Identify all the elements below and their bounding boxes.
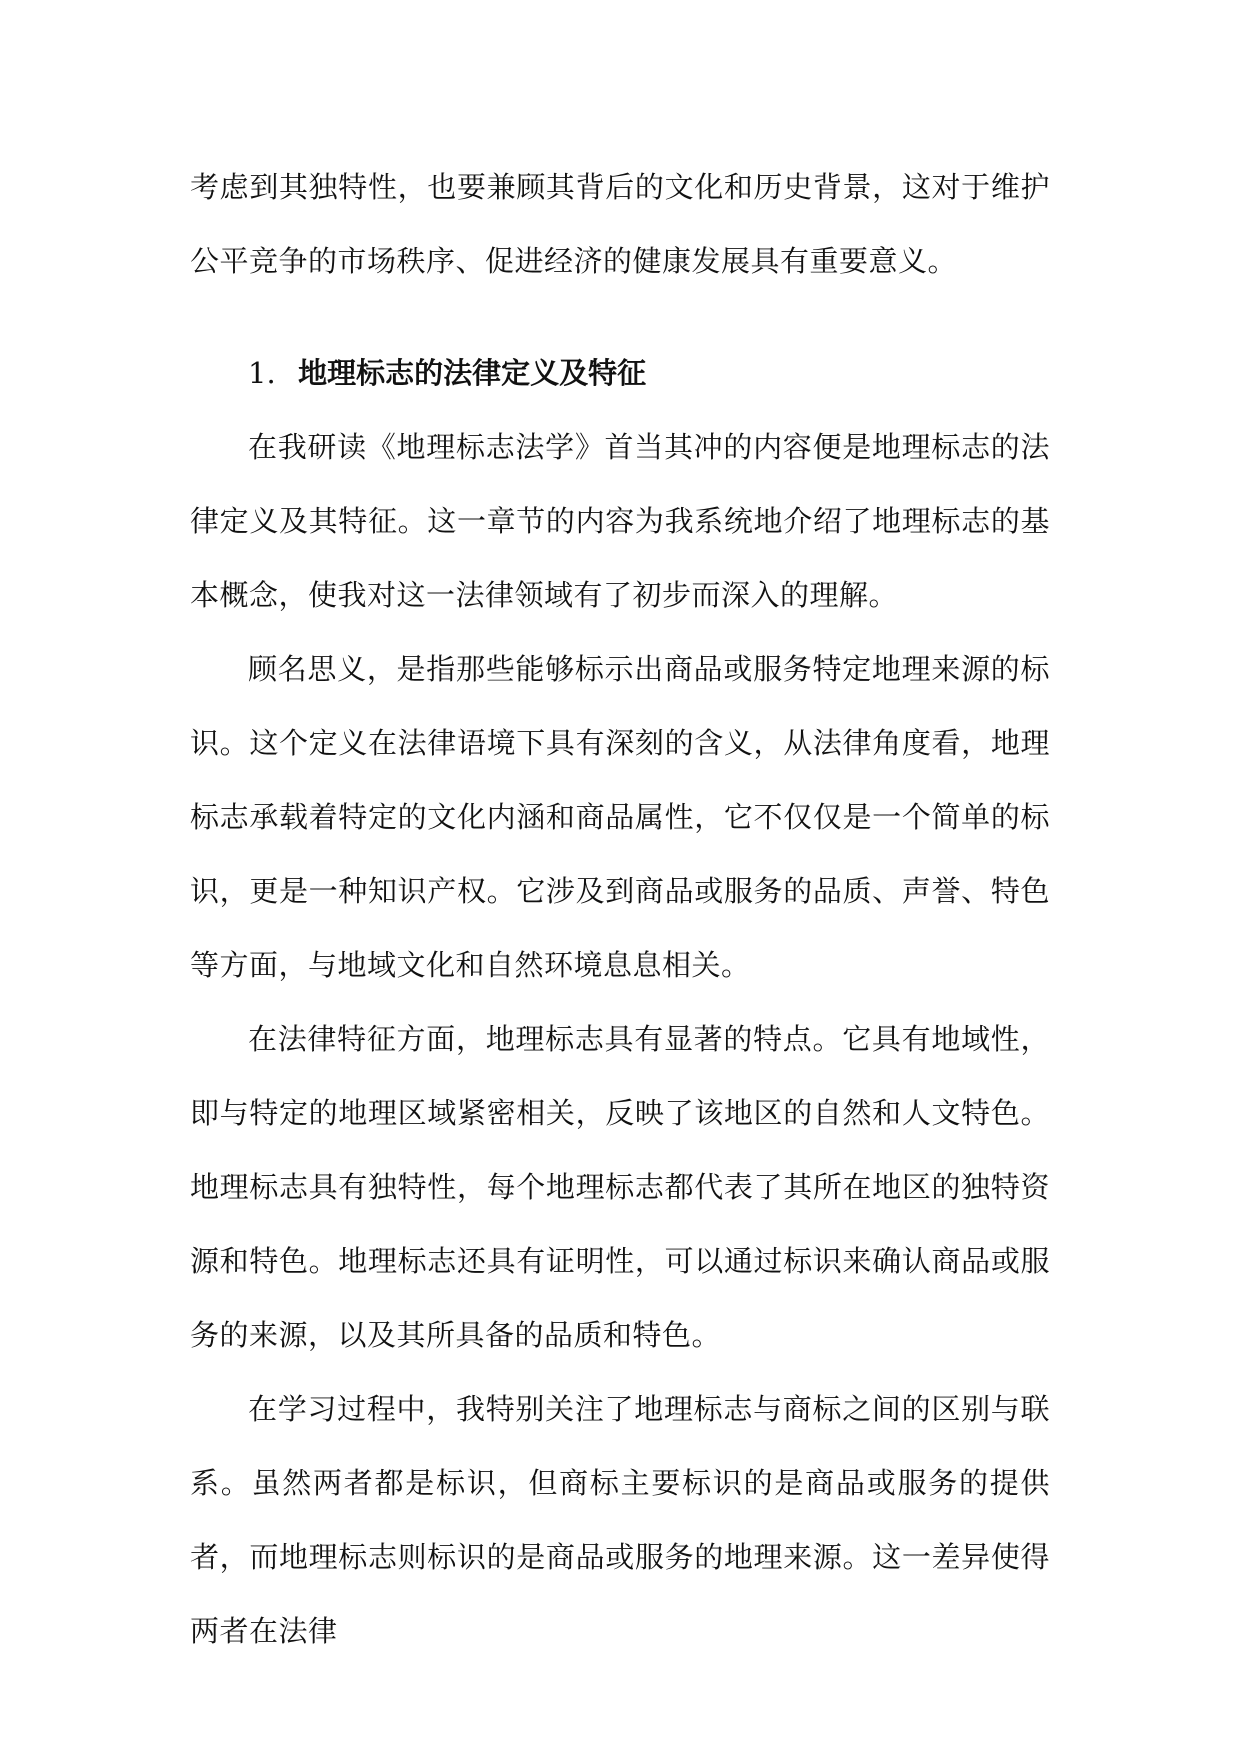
body-paragraph: 在法律特征方面，地理标志具有显著的特点。它具有地域性，即与特定的地理区域紧密相关，反映了该地区的自然和人文特色。地理标志具有独特性，每个地理标志都代表了其所在地区的独特资源和特色。地理标志还具有证明性，可以通过标识来确认商品或服务的来源，以及其所具备的品质和特色。 xyxy=(190,1022,1050,1352)
intro-paragraph: 考虑到其独特性，也要兼顾其背后的文化和历史背景，这对于维护公平竞争的市场秩序、促进经济的健康发展具有重要意义。 xyxy=(190,170,1050,278)
section-heading xyxy=(190,336,1050,410)
body-paragraph: 在学习过程中，我特别关注了地理标志与商标之间的区别与联系。虽然两者都是标识，但商标主要标识的是商品或服务的提供者，而地理标志则标识的是商品或服务的地理来源。这一差异使得两者在法律 xyxy=(190,1392,1050,1648)
section-title: 地理标志的法律定义及特征 xyxy=(298,356,647,390)
section-number: 1. xyxy=(248,356,276,390)
body-paragraph: 顾名思义，是指那些能够标示出商品或服务特定地理来源的标识。这个定义在法律语境下具有深刻的含义，从法律角度看，地理标志承载着特定的文化内涵和商品属性，它不仅仅是一个简单的标识，更是一种知识产权。它涉及到商品或服务的品质、声誉、特色等方面，与地域文化和自然环境息息相关。 xyxy=(190,652,1050,982)
document-body xyxy=(190,150,1050,1668)
body-paragraph: 在我研读《地理标志法学》首当其冲的内容便是地理标志的法律定义及其特征。这一章节的内容为我系统地介绍了地理标志的基本概念，使我对这一法律领域有了初步而深入的理解。 xyxy=(190,430,1050,612)
